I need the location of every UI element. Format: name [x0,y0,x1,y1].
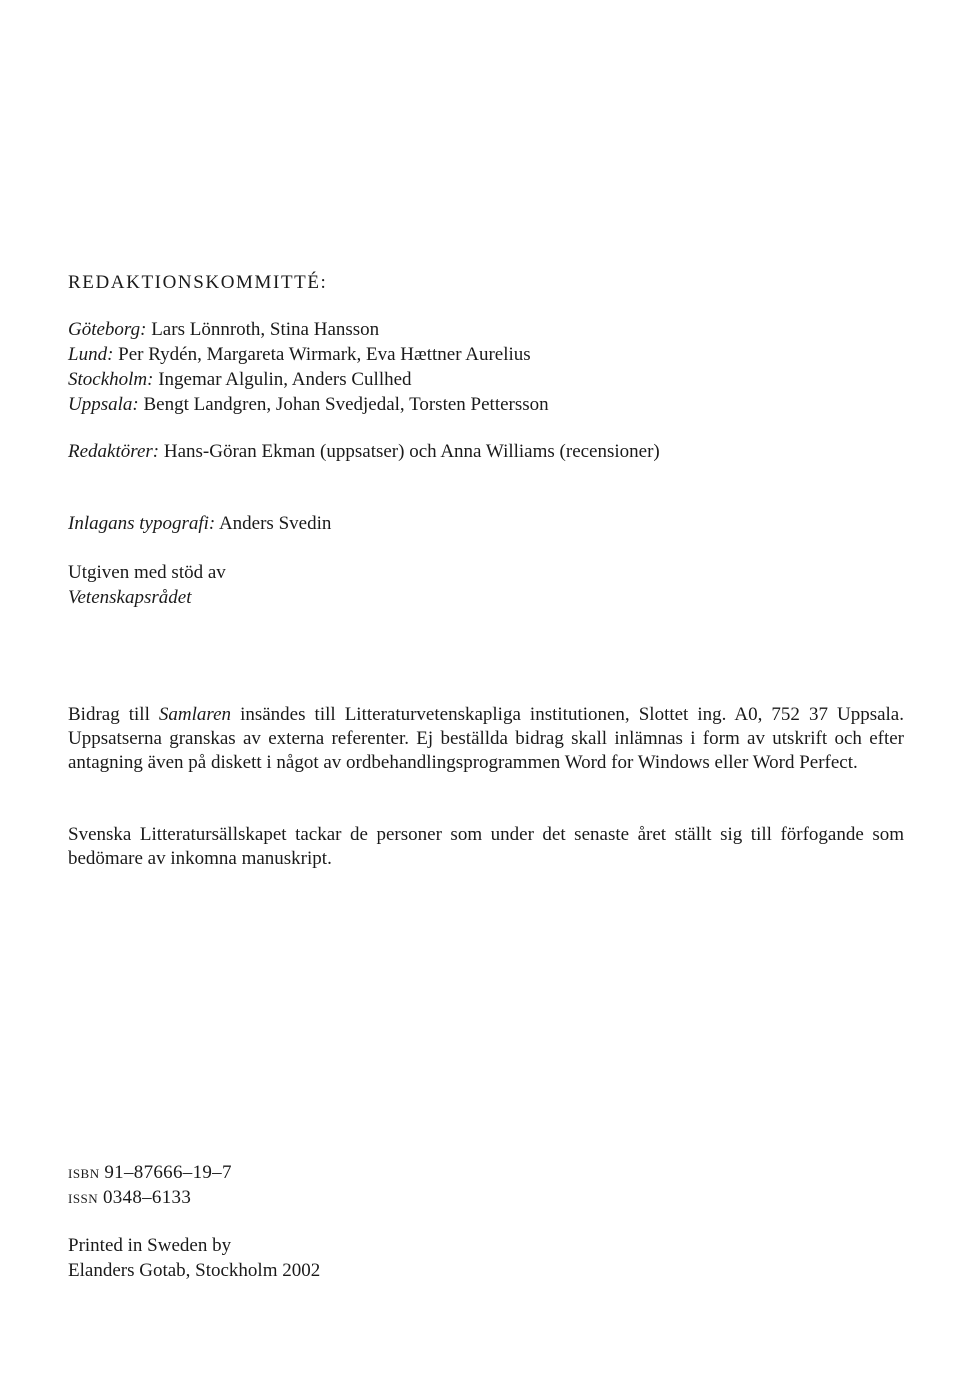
committee-goteborg [68,317,904,342]
editors-names: Hans-Göran Ekman (uppsatser) och Anna Williams (recensioner) [163,441,660,462]
support-block [68,560,904,610]
typography-line [68,511,904,536]
isbn-line [68,1160,904,1185]
submission-text-start: Bidrag till [68,704,159,725]
journal-title: Samlaren [158,704,232,725]
printer-line: Printed in Sweden by [68,1235,232,1256]
identifiers-block [68,1160,904,1210]
submission-paragraph [68,703,904,775]
committee-list [68,317,904,417]
isbn-label: isbn [68,1162,100,1183]
committee-stockholm [68,367,904,392]
committee-lund [68,342,904,367]
isbn-value: 91–87666–19–7 [104,1162,232,1183]
typography-label: Inlagans typografi: [68,513,216,534]
support-line: Utgiven med stöd av [68,562,226,583]
committee-label: Lund: [68,344,114,365]
printer-name: Elanders Gotab, Stockholm 2002 [68,1260,321,1281]
thanks-paragraph: Svenska Litteratursällskapet tackar de personer som under det senaste året ställt sig till förfogande som bedömare av inkomna manuskript. [68,824,904,869]
committee-label: Göteborg: [68,319,147,340]
committee-names: Bengt Landgren, Johan Svedjedal, Torsten Pettersson [143,394,549,415]
committee-label: Stockholm: [68,369,154,390]
issn-value: 0348–6133 [102,1187,192,1208]
committee-heading: REDAKTIONSKOMMITTÉ: [68,272,328,293]
printer-block [68,1233,904,1283]
support-funder: Vetenskapsrådet [68,587,192,608]
typography-names: Anders Svedin [218,513,332,534]
issn-line [68,1185,904,1210]
editors-line [68,439,904,464]
committee-names: Per Rydén, Margareta Wirmark, Eva Hættner Aurelius [118,344,531,365]
issn-label: issn [68,1187,99,1208]
submission-text-rest: insändes till Litteraturvetenskapliga institutionen, Slottet ing. A0, 752 37 Uppsala. Uppsatserna granskas av externa referenter. Ej beställda bidrag skall inlämnas i form av utskrift och efter antagning även på diskett i något av ordbehandlingsprogrammen Word for Windows eller Word Perfect. [68,704,904,773]
committee-names: Ingemar Algulin, Anders Cullhed [158,369,412,390]
committee-names: Lars Lönnroth, Stina Hansson [151,319,380,340]
editors-label: Redaktörer: [68,441,160,462]
committee-label: Uppsala: [68,394,139,415]
committee-uppsala [68,392,904,417]
